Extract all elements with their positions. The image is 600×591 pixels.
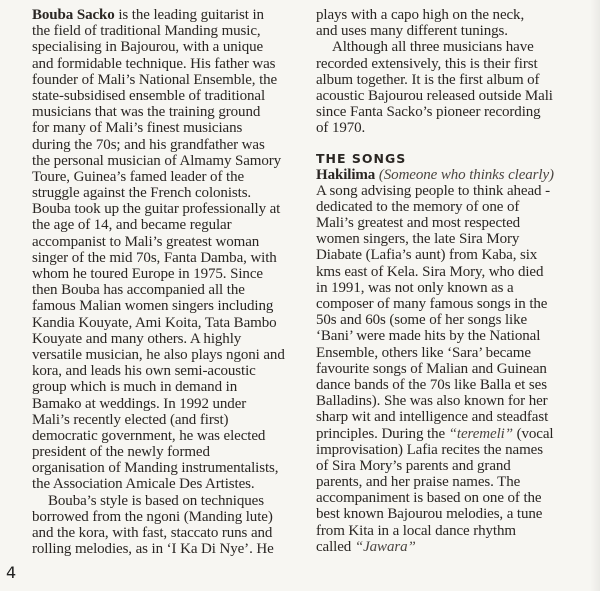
- text-line: kms east of Kela. Sira Mory, who died: [316, 263, 544, 280]
- text-line: and the kora, with fast, staccato runs and: [32, 525, 273, 541]
- term-jawara: “Jawara”: [354, 538, 416, 555]
- text-line: of Sira Mory’s parents and grand: [316, 457, 511, 474]
- page-edge-shadow: [590, 0, 600, 591]
- text-line: sharp wit and intelligence and steadfast: [316, 409, 549, 426]
- song-title: Hakilima: [316, 166, 376, 183]
- text-line: album together. It is the first album of: [316, 71, 540, 88]
- text-line: accompanist to Mali’s greatest woman: [32, 233, 260, 250]
- text-line: dance bands of the 70s like Balla et ses: [316, 376, 547, 393]
- text-line: favourite songs of Malian and Guinean: [316, 360, 547, 377]
- text-line: of 1970.: [316, 120, 366, 137]
- text-line: musicians that was the training ground: [32, 104, 261, 121]
- text-line: singer of the mid 70s, Fanta Damba, with: [32, 249, 277, 266]
- text-line: the age of 14, and became regular: [32, 217, 232, 234]
- text-line: specialising in Bajourou, with a unique: [32, 39, 264, 56]
- text-line: Mali’s recently elected (and first): [32, 411, 229, 428]
- text-line: group which is much in demand in: [32, 379, 238, 396]
- text-line: kora, and leads his own semi-acoustic: [32, 363, 256, 380]
- term-teremeli: “teremeli”: [448, 425, 513, 442]
- text-line: organisation of Manding instrumentalists,: [32, 460, 279, 477]
- text-line: and uses many different tunings.: [316, 23, 508, 40]
- text-line: accompaniment is based on one of the: [316, 490, 542, 507]
- text-line: Balladins). She was also known for her: [316, 393, 548, 410]
- text-line: founder of Mali’s National Ensemble, the: [32, 71, 278, 88]
- text-line: from Kita in a local dance rhythm: [316, 522, 516, 539]
- text-line: since Fanta Sacko’s pioneer recording: [316, 104, 541, 121]
- text-line: best known Bajourou melodies, a tune: [316, 506, 543, 523]
- section-heading: THE SONGS: [316, 150, 407, 166]
- text-line: Toure, Guinea’s famed leader of the: [32, 168, 245, 185]
- text-line: whom he toured Europe in 1975. Since: [32, 266, 263, 282]
- text-line: the field of traditional Manding music,: [32, 23, 261, 40]
- text-line: Although all three musicians have: [332, 39, 534, 56]
- page-number: 4: [6, 563, 17, 582]
- text-line: famous Malian women singers including: [32, 298, 274, 315]
- text-line: acoustic Bajourou released outside Mali: [316, 87, 553, 104]
- text-line: composer of many famous songs in the: [316, 296, 548, 312]
- song-subtitle: (Someone who thinks clearly): [378, 166, 554, 183]
- text-line: in 1991, was not only known as a: [316, 279, 514, 296]
- text-line: 50s and 60s (some of her songs like: [316, 312, 528, 329]
- text-line: called “Jawara”: [316, 538, 416, 555]
- text-line: Bouba took up the guitar professionally at: [32, 201, 281, 218]
- text-line: then Bouba has accompanied all the: [32, 282, 245, 299]
- text-line: and formidable technique. His father was: [32, 55, 276, 72]
- text-line: struggle against the French colonists.: [32, 185, 252, 202]
- text-line: Bouba Sacko is the leading guitarist in: [32, 7, 264, 23]
- text-line: Bouba’s style is based on techniques: [48, 492, 264, 509]
- text-line: women singers, the late Sira Mory: [316, 231, 520, 248]
- song-title-line: [316, 167, 591, 183]
- text-line: state-subsidised ensemble of traditional: [32, 87, 266, 104]
- text-line: Ensemble, others like ‘Sara’ became: [316, 344, 531, 361]
- text-line: recorded extensively, this is their first: [316, 55, 538, 72]
- text-line: for many of Mali’s finest musicians: [32, 120, 243, 137]
- text-line: Kandia Kouyate, Ami Koita, Tata Bambo: [32, 314, 277, 331]
- text-line: improvisation) Lafia recites the names: [316, 441, 543, 458]
- left-column: [32, 7, 307, 557]
- text-line: during the 70s; and his grandfather was: [32, 136, 265, 153]
- text-line: rolling melodies, as in ‘I Ka Di Nye’. He: [32, 541, 274, 558]
- text-line: the personal musician of Almamy Samory: [32, 152, 282, 169]
- text-line: A song advising people to think ahead -: [316, 182, 550, 199]
- text-line: dedicated to the memory of one of: [316, 198, 520, 215]
- text-line: Diabate (Lafia’s aunt) from Kaba, six: [316, 247, 538, 264]
- text-line: versatile musician, he also plays ngoni and: [32, 346, 285, 363]
- text-line: ‘Bani’ were made hits by the National: [316, 328, 541, 345]
- text-line: Kouyate and many others. A highly: [32, 330, 242, 347]
- text-line: parents, and her praise names. The: [316, 474, 521, 491]
- text-line: plays with a capo high on the neck,: [316, 7, 525, 23]
- text-line: borrowed from the ngoni (Manding lute): [32, 508, 273, 525]
- text-line: Bamako at weddings. In 1992 under: [32, 395, 247, 412]
- text-line: Mali’s greatest and most respected: [316, 215, 521, 232]
- text-line: the Association Amicale Des Artistes.: [32, 476, 255, 493]
- artist-name: Bouba Sacko: [32, 7, 115, 23]
- right-column: [316, 7, 591, 555]
- text-line: democratic government, he was elected: [32, 427, 266, 444]
- text-line: principles. During the “teremeli” (vocal: [316, 425, 554, 442]
- text-line: president of the newly formed: [32, 444, 210, 461]
